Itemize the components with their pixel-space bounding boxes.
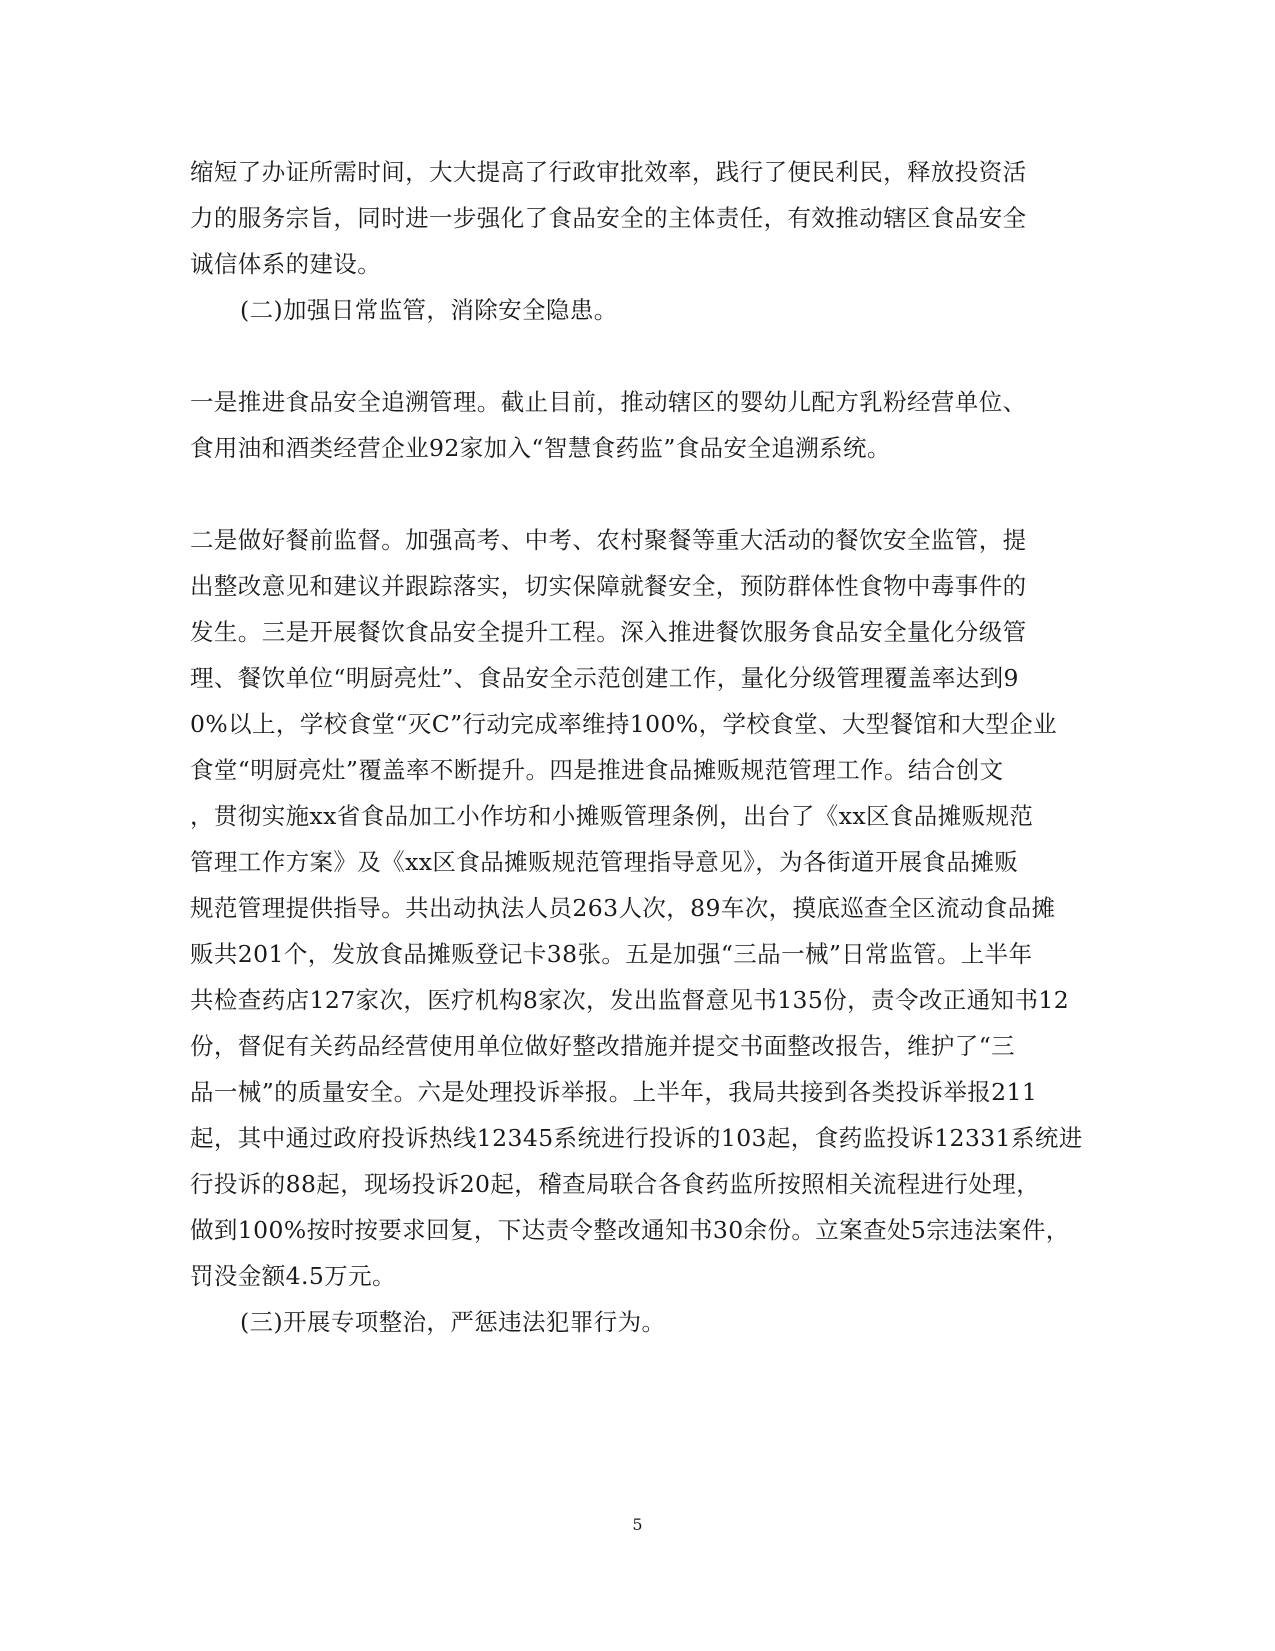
text-line: 食用油和酒类经营企业92家加入“智慧食药监”食品安全追溯系统。: [190, 434, 891, 462]
text-line: 力的服务宗旨，同时进一步强化了食品安全的主体责任，有效推动辖区食品安全: [190, 204, 1027, 232]
text-line: 贩共201个，发放食品摊贩登记卡38张。五是加强“三品一械”日常监管。上半年: [190, 940, 1033, 968]
text-line: 行投诉的88起，现场投诉20起，稽查局联合各食药监所按照相关流程进行处理，: [190, 1170, 1041, 1198]
text-line: 共检查药店127家次，医疗机构8家次，发出监督意见书135份，责令改正通知书12: [190, 986, 1070, 1014]
text-line: 0%以上，学校食堂“灭C”行动完成率维持100%，学校食堂、大型餐馆和大型企业: [190, 710, 1058, 738]
text-line: 管理工作方案》及《xx区食品摊贩规范管理指导意见》，为各街道开展食品摊贩: [190, 848, 1019, 876]
text-line: ，贯彻实施xx省食品加工小作坊和小摊贩管理条例，出台了《xx区食品摊贩规范: [190, 802, 1034, 830]
text-line: 品一械”的质量安全。六是处理投诉举报。上半年，我局共接到各类投诉举报211: [190, 1078, 1038, 1106]
text-line: 二是做好餐前监督。加强高考、中考、农村聚餐等重大活动的餐饮安全监管，提: [190, 526, 1027, 554]
text-line: 一是推进食品安全追溯管理。截止目前，推动辖区的婴幼儿配方乳粉经营单位、: [190, 388, 1027, 416]
text-line: 出整改意见和建议并跟踪落实，切实保障就餐安全，预防群体性食物中毒事件的: [190, 572, 1027, 600]
page-number: 5: [632, 1515, 643, 1534]
text-line: 食堂“明厨亮灶”覆盖率不断提升。四是推进食品摊贩规范管理工作。结合创文: [190, 756, 1004, 784]
text-line: 份，督促有关药品经营使用单位做好整改措施并提交书面整改报告，维护了“三: [190, 1032, 1016, 1060]
text-line: 发生。三是开展餐饮食品安全提升工程。深入推进餐饮服务食品安全量化分级管: [190, 618, 1027, 646]
text-line: 起，其中通过政府投诉热线12345系统进行投诉的103起，食药监投诉12331系统进: [190, 1124, 1083, 1152]
text-line: 规范管理提供指导。共出动执法人员263人次，89车次，摸底巡查全区流动食品摊: [190, 894, 1056, 922]
text-line: 罚没金额4.5万元。: [190, 1262, 396, 1290]
text-line: 缩短了办证所需时间，大大提高了行政审批效率，践行了便民利民，释放投资活: [190, 158, 1027, 186]
text-line: 做到100%按时按要求回复，下达责令整改通知书30余份。立案查处5宗违法案件，: [190, 1216, 1070, 1244]
section-heading: (二)加强日常监管，消除安全隐患。: [240, 296, 618, 324]
section-heading: (三)开展专项整治，严惩违法犯罪行为。: [240, 1308, 666, 1336]
text-line: 理、餐饮单位“明厨亮灶”、食品安全示范创建工作，量化分级管理覆盖率达到9: [190, 664, 1019, 692]
text-line: 诚信体系的建设。: [190, 250, 382, 278]
